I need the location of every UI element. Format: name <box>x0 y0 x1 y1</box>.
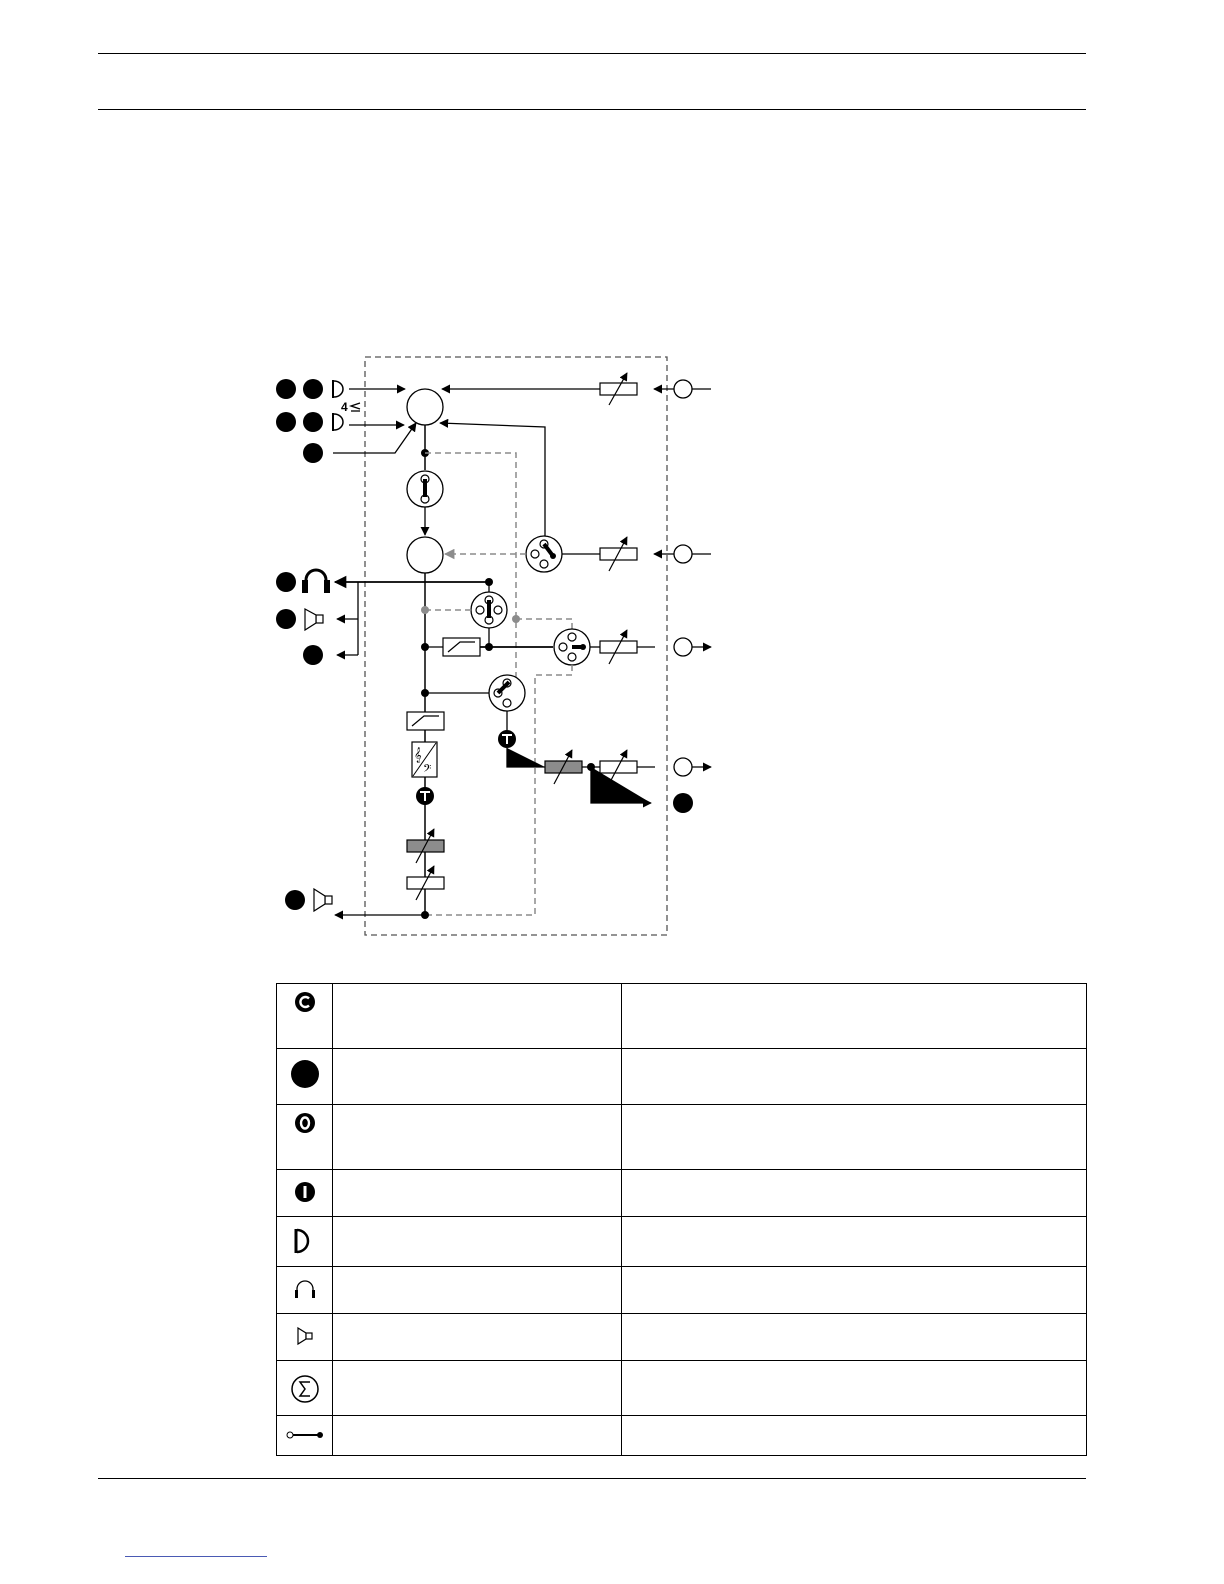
table-row <box>277 1170 1087 1217</box>
symbol-legend-table <box>276 983 1087 1456</box>
symbol-name <box>333 1314 622 1361</box>
table-row <box>277 1314 1087 1361</box>
footer-rule <box>98 1478 1086 1479</box>
summing-node-monitor <box>407 537 443 573</box>
speaker-icon-2 <box>314 889 332 911</box>
symbol-description <box>622 1416 1087 1456</box>
processing-badge-2 <box>416 787 434 805</box>
table-row <box>277 1217 1087 1267</box>
filled-circle-icon <box>290 1059 320 1089</box>
ring-o-icon <box>293 1111 317 1135</box>
speaker-connector-1 <box>276 609 296 629</box>
headphones-icon <box>294 1279 316 1299</box>
mic-input-2 <box>276 412 343 432</box>
headphone-connector <box>276 572 296 592</box>
highpass-filter-1 <box>443 638 480 656</box>
symbol-name <box>333 1267 622 1314</box>
symbol-name <box>333 1217 622 1267</box>
input-port-middle <box>674 545 692 563</box>
symbol-name <box>333 984 622 1049</box>
svg-text:𝄞: 𝄞 <box>414 748 422 763</box>
symbol-description <box>622 1049 1087 1105</box>
gain-control-input-top <box>600 373 637 405</box>
output-port-2 <box>674 758 692 776</box>
source-selector-3 <box>489 675 525 711</box>
symbol-name <box>333 1361 622 1416</box>
highpass-filter-2 <box>407 712 444 730</box>
speaker-connector-2 <box>285 890 305 910</box>
symbol-description <box>622 984 1087 1049</box>
footer-link-underline[interactable] <box>125 1556 267 1557</box>
table-row <box>277 1361 1087 1416</box>
symbol-name <box>333 1049 622 1105</box>
table-row <box>277 1049 1087 1105</box>
table-row <box>277 984 1087 1049</box>
symbol-description <box>622 1170 1087 1217</box>
sum-icon <box>290 1374 320 1404</box>
symbol-description <box>622 1314 1087 1361</box>
switch-icon <box>285 1430 325 1440</box>
table-row <box>277 1416 1087 1456</box>
input-port-top <box>674 380 692 398</box>
gain-control-input-middle <box>600 537 637 571</box>
table-row <box>277 1105 1087 1170</box>
less-equal-symbol <box>351 403 360 411</box>
symbol-description <box>622 1105 1087 1170</box>
symbol-name <box>333 1105 622 1170</box>
summing-node-input <box>407 389 443 425</box>
mic-input-icon <box>292 1227 318 1255</box>
clef-eq-block <box>412 742 437 778</box>
source-selector-2 <box>554 629 590 665</box>
mute-switch-2 <box>471 592 507 628</box>
mic-connector-label: 4 <box>341 400 348 414</box>
mic-input-1 <box>276 379 343 399</box>
speaker-icon-1 <box>305 609 323 630</box>
gain-control-output-1 <box>600 630 637 664</box>
table-row <box>277 1267 1087 1314</box>
symbol-name <box>333 1416 622 1456</box>
line-out-connector <box>303 645 323 665</box>
circle-bar-icon <box>293 1180 317 1204</box>
gain-control-gray-1 <box>545 750 582 784</box>
symbol-description <box>622 1361 1087 1416</box>
output-connector-filled <box>673 793 693 813</box>
symbol-description <box>622 1217 1087 1267</box>
processing-badge-1 <box>498 730 516 748</box>
headphone-icon <box>302 570 330 593</box>
loudspeaker-icon <box>296 1326 314 1346</box>
mute-switch-1 <box>407 471 443 507</box>
symbol-name <box>333 1170 622 1217</box>
aux-input-connector <box>303 443 323 463</box>
symbol-description <box>622 1267 1087 1314</box>
output-port-1 <box>674 638 692 656</box>
svg-text:𝄢: 𝄢 <box>423 763 432 778</box>
source-selector-1 <box>526 536 562 572</box>
copyright-c-icon <box>293 990 317 1014</box>
